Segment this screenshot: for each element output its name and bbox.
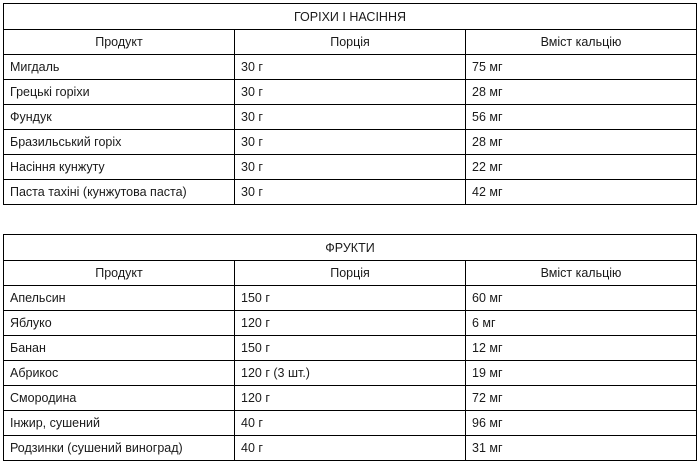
table-row [4, 336, 697, 361]
cell-product: Грецькі горіхи [4, 80, 235, 105]
cell-product: Насіння кунжуту [4, 155, 235, 180]
cell-calcium: 31 мг [466, 436, 697, 461]
cell-calcium: 72 мг [466, 386, 697, 411]
cell-portion: 30 г [235, 130, 466, 155]
cell-portion: 120 г [235, 386, 466, 411]
cell-product: Інжир, сушений [4, 411, 235, 436]
cell-calcium: 60 мг [466, 286, 697, 311]
cell-portion: 30 г [235, 180, 466, 205]
cell-portion: 40 г [235, 411, 466, 436]
cell-portion: 30 г [235, 80, 466, 105]
cell-product: Смородина [4, 386, 235, 411]
table-row [4, 130, 697, 155]
cell-portion: 30 г [235, 155, 466, 180]
cell-calcium: 96 мг [466, 411, 697, 436]
cell-calcium: 28 мг [466, 130, 697, 155]
table-row [4, 361, 697, 386]
table-row [4, 386, 697, 411]
cell-portion: 120 г (3 шт.) [235, 361, 466, 386]
column-header-product: Продукт [4, 30, 235, 55]
cell-product: Родзинки (сушений виноград) [4, 436, 235, 461]
column-header-calcium: Вміст кальцію [466, 30, 697, 55]
cell-product: Апельсин [4, 286, 235, 311]
table-row [4, 80, 697, 105]
cell-product: Фундук [4, 105, 235, 130]
cell-portion: 40 г [235, 436, 466, 461]
cell-product: Паста тахіні (кунжутова паста) [4, 180, 235, 205]
table-row [4, 436, 697, 461]
cell-portion: 150 г [235, 286, 466, 311]
cell-calcium: 6 мг [466, 311, 697, 336]
cell-product: Бразильський горіх [4, 130, 235, 155]
column-header-product: Продукт [4, 261, 235, 286]
cell-product: Абрикос [4, 361, 235, 386]
column-header-portion: Порція [235, 261, 466, 286]
table-row [4, 180, 697, 205]
cell-calcium: 42 мг [466, 180, 697, 205]
nuts-seeds-table [3, 3, 697, 205]
table-title: ФРУКТИ [4, 235, 697, 261]
cell-portion: 30 г [235, 55, 466, 80]
cell-calcium: 22 мг [466, 155, 697, 180]
table-title: ГОРІХИ І НАСІННЯ [4, 4, 697, 30]
fruits-table [3, 234, 697, 461]
cell-product: Яблуко [4, 311, 235, 336]
table-row [4, 105, 697, 130]
header-row [4, 261, 697, 286]
cell-calcium: 28 мг [466, 80, 697, 105]
header-row [4, 30, 697, 55]
column-header-portion: Порція [235, 30, 466, 55]
cell-calcium: 75 мг [466, 55, 697, 80]
cell-calcium: 12 мг [466, 336, 697, 361]
table-row [4, 155, 697, 180]
table-row [4, 311, 697, 336]
cell-calcium: 56 мг [466, 105, 697, 130]
column-header-calcium: Вміст кальцію [466, 261, 697, 286]
table-row [4, 286, 697, 311]
cell-product: Банан [4, 336, 235, 361]
table-row [4, 55, 697, 80]
cell-calcium: 19 мг [466, 361, 697, 386]
cell-portion: 120 г [235, 311, 466, 336]
cell-portion: 30 г [235, 105, 466, 130]
table-row [4, 411, 697, 436]
cell-product: Мигдаль [4, 55, 235, 80]
cell-portion: 150 г [235, 336, 466, 361]
